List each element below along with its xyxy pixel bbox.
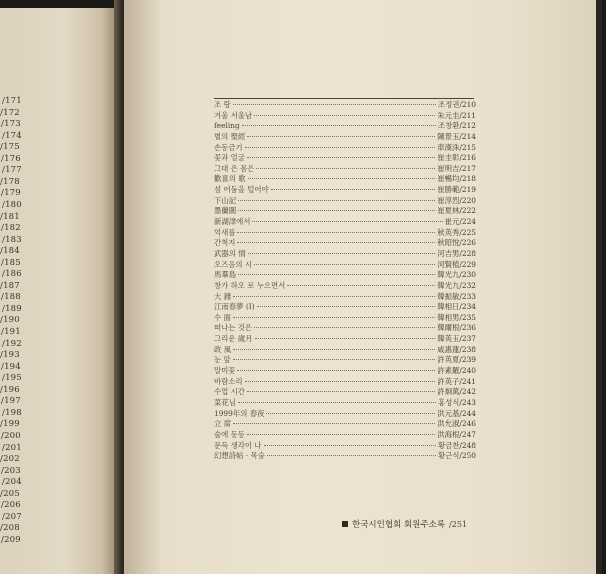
toc-entry-author-page: 許英子/241 [437, 376, 476, 386]
toc-entry-author-page: 韓振敏/233 [437, 291, 476, 301]
left-page-entry: /186 [2, 269, 22, 280]
toc-entry-title: 술에 동동 [214, 429, 245, 439]
toc-entry [214, 249, 476, 260]
left-page-entry: /177 [2, 165, 22, 176]
toc-entry [214, 419, 476, 430]
left-page-entry: /188 [1, 292, 21, 303]
toc-entry-title: 별의 聖經 [214, 131, 246, 141]
toc-entry-author-page: 崔元/224 [444, 217, 476, 227]
toc-entry [214, 355, 476, 366]
dot-leader [237, 242, 435, 243]
left-page-entry: /183 [2, 234, 22, 245]
dot-leader [233, 359, 436, 360]
toc-entry [214, 292, 476, 303]
toc-entry-title: 억새풀 [214, 227, 236, 237]
left-page-entry: /199 [0, 419, 20, 430]
toc-entry [214, 366, 476, 377]
toc-entry [214, 345, 476, 356]
toc-entry-author-page: 崔明吉/217 [437, 163, 476, 173]
page-number: /251 [449, 519, 467, 529]
dot-leader [256, 168, 435, 169]
toc-entry [214, 164, 476, 175]
dot-leader [242, 125, 436, 126]
toc-entry-title: 창가 하오 로 누으면서 [214, 280, 286, 290]
left-page-entry: /181 [0, 211, 20, 222]
toc-entry-author-page: 河賢植/229 [437, 259, 476, 269]
dot-leader [247, 391, 435, 392]
toc-entry-author-page: 韓相日/234 [437, 302, 476, 312]
left-page-entry: /209 [1, 534, 21, 545]
left-page-entry: /190 [0, 315, 20, 326]
toc-entry-author-page: 河吉男/228 [437, 248, 476, 258]
dot-leader [271, 189, 436, 190]
dot-leader [266, 413, 435, 414]
dot-leader [247, 434, 435, 435]
dot-leader [287, 285, 435, 286]
left-page-entry: /195 [2, 373, 22, 384]
dot-leader [237, 232, 435, 233]
dot-leader [247, 136, 435, 137]
toc-entry-title: 그리운 歲月 [214, 334, 253, 344]
toc-entry-title: 말미꽃 [214, 366, 236, 376]
toc-entry-author-page: 許炯萬/242 [437, 387, 476, 397]
left-page-entry: /189 [2, 303, 22, 314]
toc-entry [214, 302, 476, 313]
dot-leader [247, 157, 435, 158]
toc-entry-title: 墨蘭圖 [214, 206, 237, 216]
toc-entry-title: 떠나는 것은 [214, 323, 253, 333]
toc-entry-title: 大 雜 [214, 291, 232, 301]
left-page-entry: /208 [0, 523, 20, 534]
toc-entry [214, 143, 476, 154]
toc-entry-title: 꽃과 얼굴 [214, 153, 245, 163]
dot-leader [267, 455, 436, 456]
left-page-entry: /179 [1, 188, 21, 199]
left-page-entry: /175 [0, 142, 20, 153]
toc-entry [214, 430, 476, 441]
dot-leader [254, 115, 435, 116]
toc-entry-title: 오즈음의 시 [214, 259, 253, 269]
dot-leader [233, 104, 436, 105]
toc-entry-title: 立 席 [214, 419, 232, 429]
toc-entry-author-page: 韓英玉/237 [437, 334, 476, 344]
toc-entry-title: 馬羣島 [214, 270, 237, 280]
dot-leader [255, 338, 436, 339]
dot-leader [237, 370, 435, 371]
toc-entry [214, 228, 476, 239]
toc-entry-title: 下山記 [214, 195, 237, 205]
toc-entry [214, 313, 476, 324]
dot-leader [238, 402, 436, 403]
toc-entry-author-page: 秋英秀/225 [437, 227, 476, 237]
left-page-entry: /172 [0, 107, 20, 118]
left-page [0, 8, 120, 574]
toc-entry [214, 260, 476, 271]
toc-entry-title: 간척지 [214, 238, 236, 248]
toc-entry-title: 수업 시간 [214, 387, 245, 397]
left-page-entry: /205 [0, 488, 20, 499]
toc-entry-author-page: 許英夏/239 [437, 355, 476, 365]
dot-leader [238, 210, 435, 211]
toc-entry [214, 398, 476, 409]
toc-entry-author-page: 許素羅/240 [437, 366, 476, 376]
toc-entry [214, 334, 476, 345]
toc-entry-author-page: 韓相男/235 [437, 312, 476, 322]
toc-entry-title: 菜花님 [214, 397, 236, 407]
left-page-entry: /203 [1, 465, 21, 476]
toc-entry-title: 눈 앞 [214, 355, 231, 365]
left-page-entry: /182 [1, 223, 21, 234]
toc-entry-author-page: 秋昭悅/226 [437, 238, 476, 248]
toc-entry-author-page: 홍성식/243 [437, 397, 476, 407]
left-page-entry: /173 [1, 119, 21, 130]
toc-entry [214, 323, 476, 334]
toc-entry-title: 江南春夢 (I) [214, 302, 255, 312]
left-page-entry: /187 [0, 280, 20, 291]
left-page-entry: /180 [2, 199, 22, 210]
dot-leader [233, 349, 435, 350]
right-page [124, 0, 602, 574]
toc-entry-title: 政 風 [214, 344, 232, 354]
toc-entry-author-page: 조창환/212 [437, 121, 476, 131]
toc-entry-author-page: 崔勝範/219 [437, 185, 476, 195]
toc-entry-author-page: 崔夏林/222 [437, 206, 476, 216]
toc-entry-author-page: 韓光九/230 [437, 270, 476, 280]
toc-entry-author-page: 洪元基/244 [437, 408, 476, 418]
left-page-entry: /191 [1, 327, 21, 337]
toc-entry-title: 손동금기 [214, 142, 243, 152]
left-page-entry: /207 [2, 511, 22, 522]
dot-leader [248, 178, 436, 179]
left-page-entry: /204 [2, 477, 22, 488]
toc-entry-title: 겨울 서울남 [214, 110, 253, 120]
dot-leader [254, 264, 435, 265]
left-page-entry: /198 [2, 407, 22, 418]
toc-entry-title: 그대 은 몸은 [214, 163, 255, 173]
left-page-entry: /202 [0, 454, 20, 465]
toc-entry [214, 217, 476, 228]
toc-entry-author-page: 朱元圭/211 [437, 110, 476, 120]
left-page-entry: /171 [2, 96, 22, 106]
dot-leader [264, 445, 436, 446]
dot-leader [257, 306, 436, 307]
toc-entry [214, 281, 476, 292]
table-of-contents [214, 100, 476, 462]
toc-entry-author-page: 韓爾根/236 [437, 323, 476, 333]
toc-entry-author-page: 洪允淑/246 [437, 419, 476, 429]
toc-entry-title: 幻想詩帖 · 목숨 [214, 451, 265, 461]
left-page-entry: /197 [1, 396, 21, 407]
dot-leader [245, 381, 436, 382]
toc-entry [214, 121, 476, 132]
toc-entry [214, 377, 476, 388]
toc-entry-author-page: 崔暢均/218 [437, 174, 476, 184]
toc-entry-author-page: 車漢洙/215 [437, 142, 476, 152]
left-page-entry: /184 [0, 246, 20, 257]
toc-entry-title: 新湖津에서 [214, 217, 251, 227]
dot-leader [233, 423, 435, 424]
toc-entry-author-page: 崔淳烈/220 [437, 195, 476, 205]
toc-entry [214, 185, 476, 196]
dot-leader [238, 274, 435, 275]
toc-entry [214, 153, 476, 164]
toc-entry-author-page: 韓光九/232 [437, 280, 476, 290]
left-page-entry: /178 [0, 176, 20, 187]
toc-entry-title: 섬 어둠을 털어야 [214, 185, 269, 195]
toc-entry-title: 수 面 [214, 312, 231, 322]
toc-entry [214, 387, 476, 398]
toc-entry-author-page: 崔圭彰/216 [437, 153, 476, 163]
dot-leader [238, 200, 435, 201]
left-page-entry: /201 [2, 442, 22, 453]
square-bullet-icon [342, 521, 348, 527]
left-page-entry: /196 [0, 384, 20, 395]
toc-entry [214, 409, 476, 420]
toc-entry-author-page: 조정권/210 [437, 100, 476, 109]
toc-entry-title: 武器의 情 [214, 248, 246, 258]
dot-leader [245, 147, 436, 148]
left-page-entry: /176 [1, 153, 21, 164]
toc-entry [214, 196, 476, 207]
page-footer [342, 518, 467, 530]
toc-entry [214, 132, 476, 143]
toc-entry [214, 111, 476, 122]
toc-entry [214, 206, 476, 217]
left-page-entry: /192 [2, 338, 22, 349]
footer-title: 한국시인협회 회원주소록 [352, 520, 446, 530]
toc-entry-author-page: 황근식/250 [437, 451, 476, 461]
toc-entry-title: 歡喜의 歌 [214, 174, 246, 184]
left-page-entry: /206 [1, 500, 21, 511]
left-page-entry: /185 [1, 257, 21, 268]
toc-entry-title: 바람소리 [214, 376, 243, 386]
toc-entry [214, 451, 476, 462]
toc-entry-title: feeling [214, 121, 240, 131]
toc-entry-author-page: 陳景玉/214 [437, 131, 476, 141]
left-page-entry: /174 [2, 130, 22, 141]
toc-entry [214, 238, 476, 249]
toc-entry-title: 문득 생각이 나 [214, 440, 262, 450]
toc-entry-author-page: 황금찬/248 [437, 440, 476, 450]
dot-leader [252, 221, 442, 222]
toc-entry-author-page: 咸惠蓮/238 [437, 344, 476, 354]
toc-entry-title: 조 랑 [214, 100, 231, 109]
toc-entry [214, 174, 476, 185]
left-page-entry: /200 [1, 430, 21, 441]
dot-leader [233, 296, 435, 297]
left-page-entry: /194 [1, 361, 21, 372]
toc-entry [214, 100, 476, 111]
toc-entry [214, 270, 476, 281]
page-edge [596, 0, 602, 574]
toc-entry-title: 1999年의 春夜 [214, 408, 265, 418]
left-page-entry: /193 [0, 350, 20, 361]
dot-leader [233, 317, 435, 318]
dot-leader [254, 327, 435, 328]
toc-entry [214, 441, 476, 452]
dot-leader [248, 253, 436, 254]
top-rule [214, 98, 474, 99]
toc-entry-author-page: 洪海根/247 [437, 429, 476, 439]
